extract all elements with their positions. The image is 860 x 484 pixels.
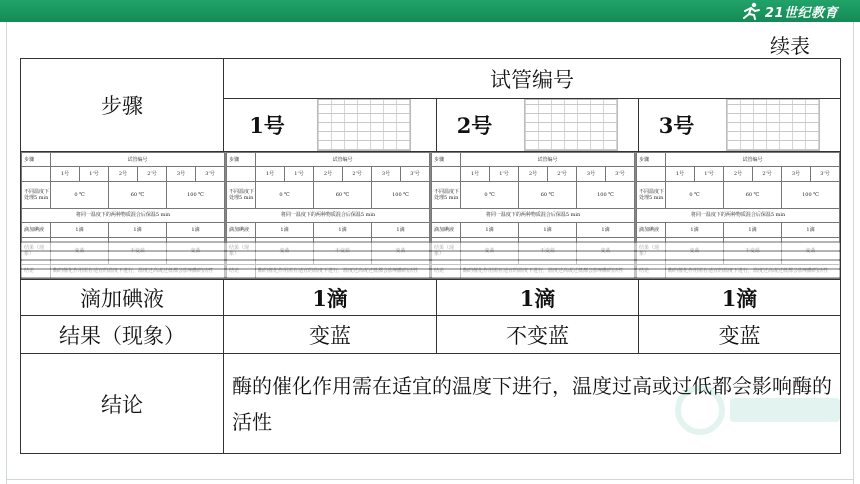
- mini-table-cell: 3'号: [401, 167, 430, 181]
- mini-table-cell: 1'号: [490, 167, 519, 181]
- mini-table-cell: 试管编号: [256, 153, 430, 167]
- frame-line-bottom: [6, 479, 854, 480]
- mini-table-cell: 1滴: [372, 223, 430, 237]
- mini-table-cell: 滴加碘液: [227, 223, 256, 237]
- tube-number-header: 试管编号: [224, 59, 841, 99]
- tube-3-header: [639, 99, 841, 152]
- mini-table-cell: [637, 167, 666, 181]
- mini-table-cell: 步骤: [432, 153, 461, 167]
- mini-table-cell: 滴加碘液: [432, 223, 461, 237]
- mini-table-cell: 1滴: [109, 223, 167, 237]
- mini-table-cell: 将同一温度下的两种物质混合后保温5 min: [227, 208, 430, 222]
- mini-table-cell: 0 ℃: [666, 181, 724, 208]
- embedded-table-image: [21, 152, 841, 280]
- table-thumbnail: [524, 99, 618, 151]
- blurred-overlay: [21, 241, 840, 279]
- mini-table-cell: 1号: [256, 167, 285, 181]
- mini-table-cell: 100 ℃: [782, 181, 840, 208]
- cell-iodine-1: 1滴: [224, 280, 437, 316]
- mini-table-cell: 滴加碘液: [637, 223, 666, 237]
- mini-table-cell: 3号: [372, 167, 401, 181]
- cell-result-3: 变蓝: [639, 316, 841, 354]
- mini-table-cell: 2'号: [753, 167, 782, 181]
- mini-table-cell: 2'号: [548, 167, 577, 181]
- mini-table-cell: 2'号: [343, 167, 372, 181]
- mini-table-cell: 3号: [782, 167, 811, 181]
- mini-table-cell: 2号: [724, 167, 753, 181]
- row-label-iodine: 滴加碘液: [21, 280, 224, 316]
- cell-iodine-2: 1滴: [437, 280, 639, 316]
- mini-table-cell: 2号: [109, 167, 138, 181]
- mini-table-cell: 试管编号: [666, 153, 840, 167]
- mini-table-cell: 3号: [167, 167, 196, 181]
- mini-table-cell: 将同一温度下的两种物质混合后保温5 min: [432, 208, 635, 222]
- table-thumbnail: [317, 99, 411, 151]
- row-label-result: 结果（现象）: [21, 316, 224, 354]
- cell-iodine-3: 1滴: [639, 280, 841, 316]
- tube-2-label: 2号: [456, 113, 493, 138]
- mini-table-cell: 1滴: [167, 223, 225, 237]
- mini-table-cell: 1滴: [666, 223, 724, 237]
- runner-icon: [741, 2, 761, 20]
- mini-table-cell: 2'号: [138, 167, 167, 181]
- mini-table-cell: [227, 167, 256, 181]
- tube-1-label: 1号: [249, 113, 285, 138]
- mini-table-cell: 100 ℃: [372, 181, 430, 208]
- mini-table-cell: 步骤: [227, 153, 256, 167]
- table-caption: 续表: [770, 34, 810, 58]
- tube-3-label: 3号: [658, 113, 695, 138]
- mini-table-cell: 60 ℃: [724, 181, 782, 208]
- tube-1-header: [224, 99, 437, 152]
- mini-table-cell: 3'号: [196, 167, 225, 181]
- mini-table-cell: 1号: [51, 167, 80, 181]
- mini-table-cell: 1号: [461, 167, 490, 181]
- mini-table-cell: 1滴: [314, 223, 372, 237]
- mini-table-cell: 1滴: [577, 223, 635, 237]
- mini-table-cell: 1'号: [695, 167, 724, 181]
- top-banner: [0, 0, 860, 22]
- mini-table-cell: 将同一温度下的两种物质混合后保温5 min: [637, 208, 840, 222]
- mini-table-cell: 步骤: [22, 153, 51, 167]
- brand-logo: [741, 1, 838, 21]
- mini-table-cell: 60 ℃: [519, 181, 577, 208]
- mini-table-cell: 2号: [314, 167, 343, 181]
- mini-table-cell: 0 ℃: [461, 181, 519, 208]
- mini-table-cell: 1滴: [51, 223, 109, 237]
- tube-2-header: [437, 99, 639, 152]
- mini-table-cell: 不同温度下处理5 min: [22, 181, 51, 208]
- frame-line-left: [6, 22, 7, 484]
- mini-table-cell: 不同温度下处理5 min: [432, 181, 461, 208]
- mini-table-cell: 不同温度下处理5 min: [227, 181, 256, 208]
- mini-table-cell: 60 ℃: [314, 181, 372, 208]
- mini-table-cell: 将同一温度下的两种物质混合后保温5 min: [22, 208, 225, 222]
- table-thumbnail: [726, 99, 820, 151]
- mini-table-cell: 0 ℃: [51, 181, 109, 208]
- experiment-table: [20, 58, 841, 454]
- mini-table-cell: [432, 167, 461, 181]
- mini-table-cell: 1滴: [461, 223, 519, 237]
- mini-table-cell: 2号: [519, 167, 548, 181]
- mini-table-cell: 不同温度下处理5 min: [637, 181, 666, 208]
- mini-table-cell: 1滴: [256, 223, 314, 237]
- mini-table-cell: 100 ℃: [577, 181, 635, 208]
- mini-table-cell: 1滴: [724, 223, 782, 237]
- row-label-conclusion: 结论: [21, 354, 224, 454]
- mini-table-cell: 1号: [666, 167, 695, 181]
- mini-table-cell: 0 ℃: [256, 181, 314, 208]
- frame-line-right: [853, 22, 854, 484]
- mini-table-cell: 3'号: [606, 167, 635, 181]
- mini-table-cell: 1'号: [80, 167, 109, 181]
- mini-table-cell: 步骤: [637, 153, 666, 167]
- conclusion-text: 酶的催化作用需在适宜的温度下进行，温度过高或过低都会影响酶的活性: [224, 354, 841, 454]
- mini-table-cell: 试管编号: [51, 153, 225, 167]
- brand-logo-text: 21世纪教育: [764, 5, 838, 21]
- mini-table-cell: 1'号: [285, 167, 314, 181]
- mini-table-cell: 试管编号: [461, 153, 635, 167]
- mini-table-cell: 1滴: [782, 223, 840, 237]
- mini-table-cell: 1滴: [519, 223, 577, 237]
- mini-table-cell: 60 ℃: [109, 181, 167, 208]
- mini-table-cell: [22, 167, 51, 181]
- mini-table-cell: 3号: [577, 167, 606, 181]
- step-header: 步骤: [21, 59, 224, 152]
- cell-result-2: 不变蓝: [437, 316, 639, 354]
- mini-table-cell: 滴加碘液: [22, 223, 51, 237]
- cell-result-1: 变蓝: [224, 316, 437, 354]
- mini-table-cell: 3'号: [811, 167, 840, 181]
- mini-table-cell: 100 ℃: [167, 181, 225, 208]
